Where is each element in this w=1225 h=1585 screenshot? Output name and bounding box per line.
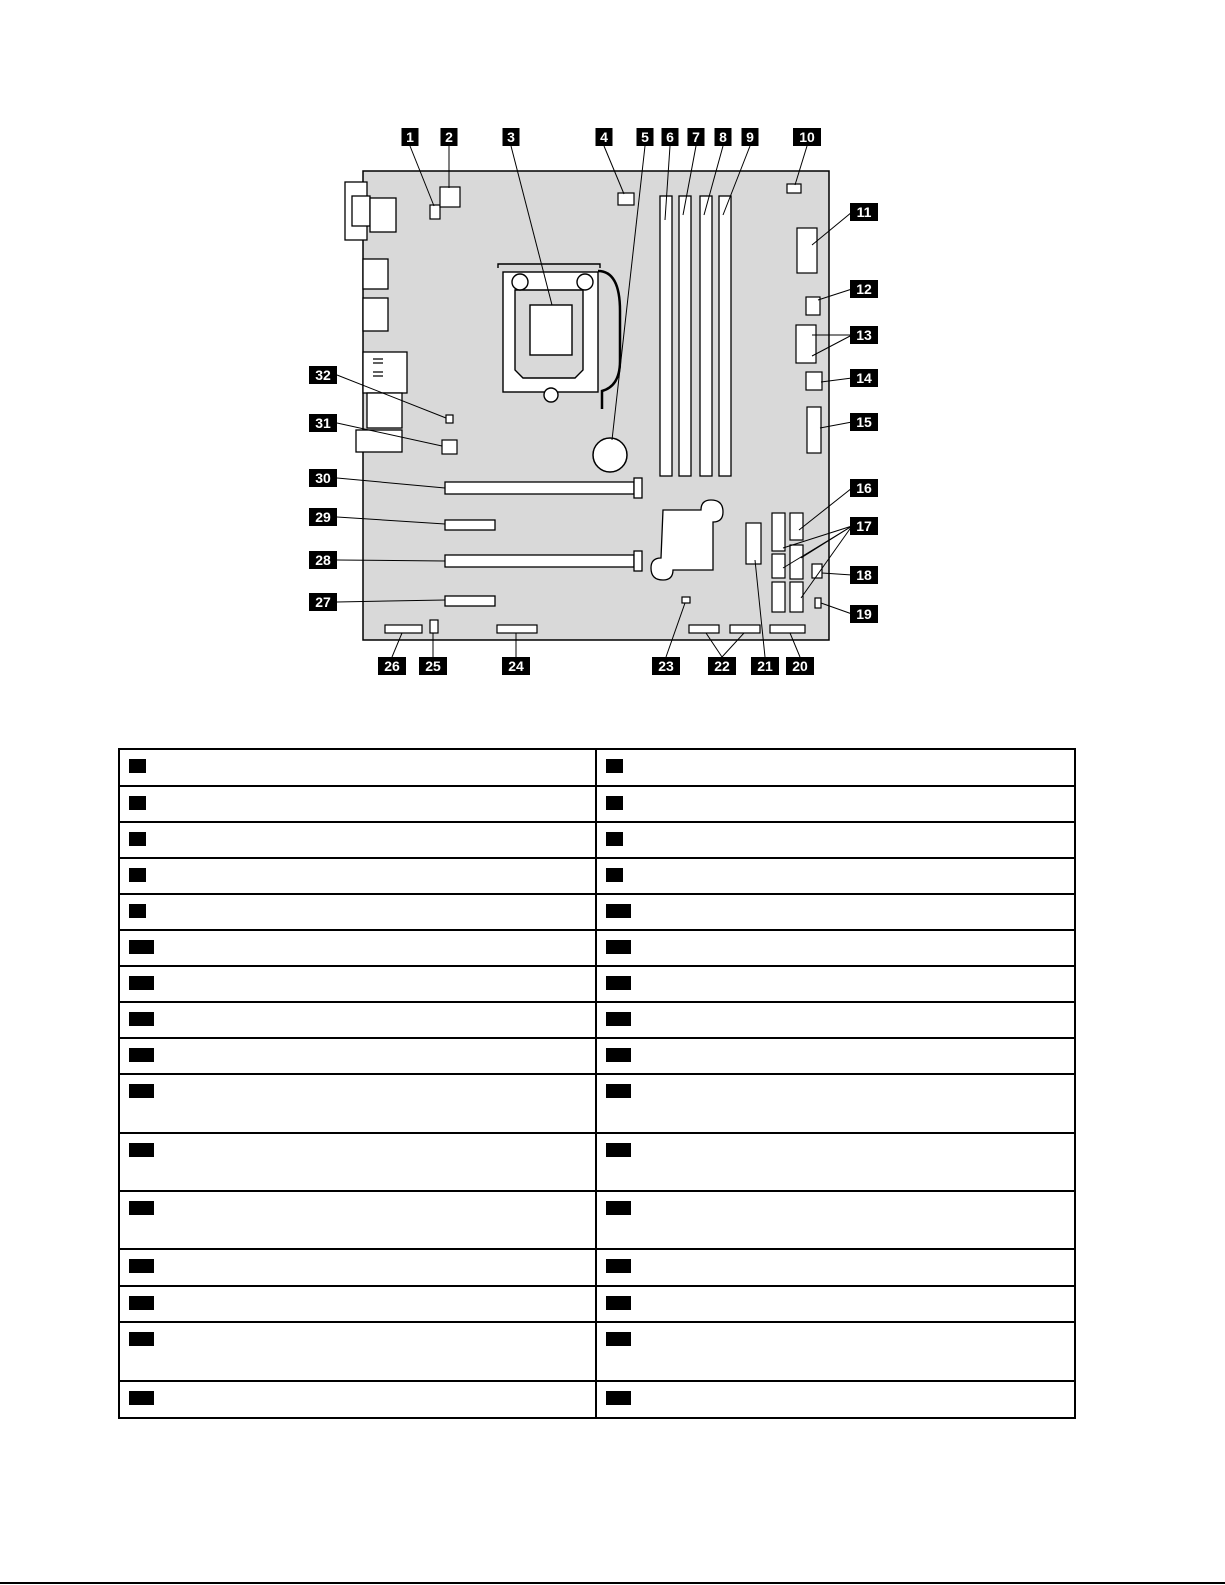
callout-24 xyxy=(502,657,530,675)
legend-number-badge: 28 xyxy=(606,1296,631,1310)
callout-30 xyxy=(309,469,337,487)
callout-number: 15 xyxy=(856,414,872,430)
legend-number-badge: 26 xyxy=(606,1259,631,1273)
callout-28 xyxy=(309,551,337,569)
callout-23 xyxy=(652,657,680,675)
legend-cell-left xyxy=(119,858,596,894)
legend-number-badge: 4 xyxy=(606,796,623,810)
legend-number-badge: 24 xyxy=(606,1201,631,1215)
legend-number-badge: 13 xyxy=(129,976,154,990)
legend-cell-right xyxy=(596,1249,1075,1286)
legend-cell-left xyxy=(119,894,596,930)
callout-number: 7 xyxy=(692,129,700,145)
callout-number: 23 xyxy=(658,658,674,674)
legend-number-badge: 8 xyxy=(606,868,623,882)
callout-number: 21 xyxy=(757,658,773,674)
legend-cell-right xyxy=(596,858,1075,894)
legend-cell-right xyxy=(596,749,1075,786)
legend-cell-left xyxy=(119,1322,596,1381)
legend-cell-right xyxy=(596,1133,1075,1191)
legend-number-badge: 25 xyxy=(129,1259,154,1273)
callout-number: 12 xyxy=(856,281,872,297)
legend-number-badge: 14 xyxy=(606,976,631,990)
callout-number: 25 xyxy=(425,658,441,674)
legend-row xyxy=(119,894,1075,930)
legend-cell-left xyxy=(119,1002,596,1038)
page-footer-rule xyxy=(0,1582,1225,1584)
callout-number: 6 xyxy=(666,129,674,145)
callout-26 xyxy=(378,657,406,675)
legend-row xyxy=(119,1381,1075,1418)
legend-cell-right xyxy=(596,930,1075,966)
legend-number-badge: 18 xyxy=(606,1048,631,1062)
coin-cell-battery xyxy=(593,438,627,472)
callout-number: 30 xyxy=(315,470,331,486)
legend-number-badge: 29 xyxy=(129,1332,154,1346)
legend-number-badge: 17 xyxy=(129,1048,154,1062)
callout-6 xyxy=(662,128,679,146)
legend-row xyxy=(119,786,1075,822)
callout-number: 20 xyxy=(792,658,808,674)
legend-cell-left xyxy=(119,786,596,822)
callout-14 xyxy=(850,369,878,387)
legend-cell-right xyxy=(596,1322,1075,1381)
callout-number: 24 xyxy=(508,658,524,674)
legend-row xyxy=(119,930,1075,966)
legend-number-badge: 19 xyxy=(129,1084,154,1098)
callout-25 xyxy=(419,657,447,675)
callout-7 xyxy=(688,128,705,146)
legend-cell-right xyxy=(596,1074,1075,1133)
legend-row xyxy=(119,1249,1075,1286)
callout-15 xyxy=(850,413,878,431)
legend-cell-left xyxy=(119,1381,596,1418)
callout-11 xyxy=(850,203,878,221)
callout-number: 10 xyxy=(799,129,815,145)
callout-18 xyxy=(850,566,878,584)
callout-5 xyxy=(637,128,654,146)
legend-number-badge: 27 xyxy=(129,1296,154,1310)
callout-number: 26 xyxy=(384,658,400,674)
legend-row xyxy=(119,822,1075,858)
legend-cell-left xyxy=(119,822,596,858)
legend-number-badge: 3 xyxy=(129,796,146,810)
callout-17 xyxy=(850,517,878,535)
callout-number: 5 xyxy=(641,129,649,145)
legend-cell-left xyxy=(119,930,596,966)
callout-9 xyxy=(742,128,759,146)
legend-cell-right xyxy=(596,1002,1075,1038)
callout-number: 22 xyxy=(714,658,730,674)
callout-number: 19 xyxy=(856,606,872,622)
legend-number-badge: 16 xyxy=(606,1012,631,1026)
callout-number: 27 xyxy=(315,594,331,610)
parts-legend-table xyxy=(118,748,1076,1419)
legend-number-badge: 30 xyxy=(606,1332,631,1346)
callout-21 xyxy=(751,657,779,675)
legend-row xyxy=(119,1191,1075,1249)
callout-number: 3 xyxy=(507,129,515,145)
callout-13 xyxy=(850,326,878,344)
legend-cell-right xyxy=(596,1381,1075,1418)
legend-cell-left xyxy=(119,1133,596,1191)
callout-16 xyxy=(850,479,878,497)
system-board xyxy=(363,171,829,640)
legend-number-badge: 6 xyxy=(606,832,623,846)
callout-number: 9 xyxy=(746,129,754,145)
callout-1 xyxy=(402,128,419,146)
legend-cell-left xyxy=(119,1074,596,1133)
legend-number-badge: 32 xyxy=(606,1391,631,1405)
legend-row xyxy=(119,749,1075,786)
legend-cell-left xyxy=(119,1286,596,1322)
legend-number-badge: 9 xyxy=(129,904,146,918)
legend-number-badge: 2 xyxy=(606,759,623,773)
callout-number: 29 xyxy=(315,509,331,525)
callout-number: 32 xyxy=(315,367,331,383)
callout-3 xyxy=(503,128,520,146)
callout-number: 16 xyxy=(856,480,872,496)
callout-20 xyxy=(786,657,814,675)
legend-cell-left xyxy=(119,1249,596,1286)
legend-row xyxy=(119,1074,1075,1133)
callout-10 xyxy=(793,128,821,146)
legend-cell-right xyxy=(596,822,1075,858)
legend-number-badge: 10 xyxy=(606,904,631,918)
legend-number-badge: 21 xyxy=(129,1143,154,1157)
callout-number: 8 xyxy=(719,129,727,145)
callout-29 xyxy=(309,508,337,526)
legend-cell-right xyxy=(596,1286,1075,1322)
legend-number-badge: 31 xyxy=(129,1391,154,1405)
legend-cell-right xyxy=(596,786,1075,822)
legend-cell-left xyxy=(119,1038,596,1074)
callout-32 xyxy=(309,366,337,384)
callout-number: 18 xyxy=(856,567,872,583)
legend-row xyxy=(119,1322,1075,1381)
legend-row xyxy=(119,966,1075,1002)
callout-4 xyxy=(596,128,613,146)
callout-27 xyxy=(309,593,337,611)
callout-number: 31 xyxy=(315,415,331,431)
callout-number: 4 xyxy=(600,129,608,145)
legend-number-badge: 15 xyxy=(129,1012,154,1026)
callout-number: 17 xyxy=(856,518,872,534)
legend-number-badge: 11 xyxy=(129,940,154,954)
legend-cell-right xyxy=(596,1191,1075,1249)
callout-31 xyxy=(309,414,337,432)
callout-number: 11 xyxy=(856,204,872,220)
legend-number-badge: 1 xyxy=(129,759,146,773)
legend-number-badge: 23 xyxy=(129,1201,154,1215)
callout-19 xyxy=(850,605,878,623)
legend-row xyxy=(119,1133,1075,1191)
legend-cell-left xyxy=(119,1191,596,1249)
callout-22 xyxy=(708,657,736,675)
legend-cell-right xyxy=(596,1038,1075,1074)
legend-row xyxy=(119,858,1075,894)
callout-number: 28 xyxy=(315,552,331,568)
callout-2 xyxy=(441,128,458,146)
callout-number: 1 xyxy=(406,129,414,145)
legend-cell-left xyxy=(119,749,596,786)
legend-cell-right xyxy=(596,966,1075,1002)
legend-cell-right xyxy=(596,894,1075,930)
legend-row xyxy=(119,1002,1075,1038)
legend-number-badge: 22 xyxy=(606,1143,631,1157)
legend-row xyxy=(119,1286,1075,1322)
callout-number: 14 xyxy=(856,370,872,386)
legend-number-badge: 5 xyxy=(129,832,146,846)
callout-8 xyxy=(715,128,732,146)
callout-12 xyxy=(850,280,878,298)
callout-number: 13 xyxy=(856,327,872,343)
legend-row xyxy=(119,1038,1075,1074)
legend-number-badge: 7 xyxy=(129,868,146,882)
callout-number: 2 xyxy=(445,129,453,145)
legend-number-badge: 12 xyxy=(606,940,631,954)
legend-number-badge: 20 xyxy=(606,1084,631,1098)
system-board-diagram xyxy=(0,0,1225,700)
legend-cell-left xyxy=(119,966,596,1002)
